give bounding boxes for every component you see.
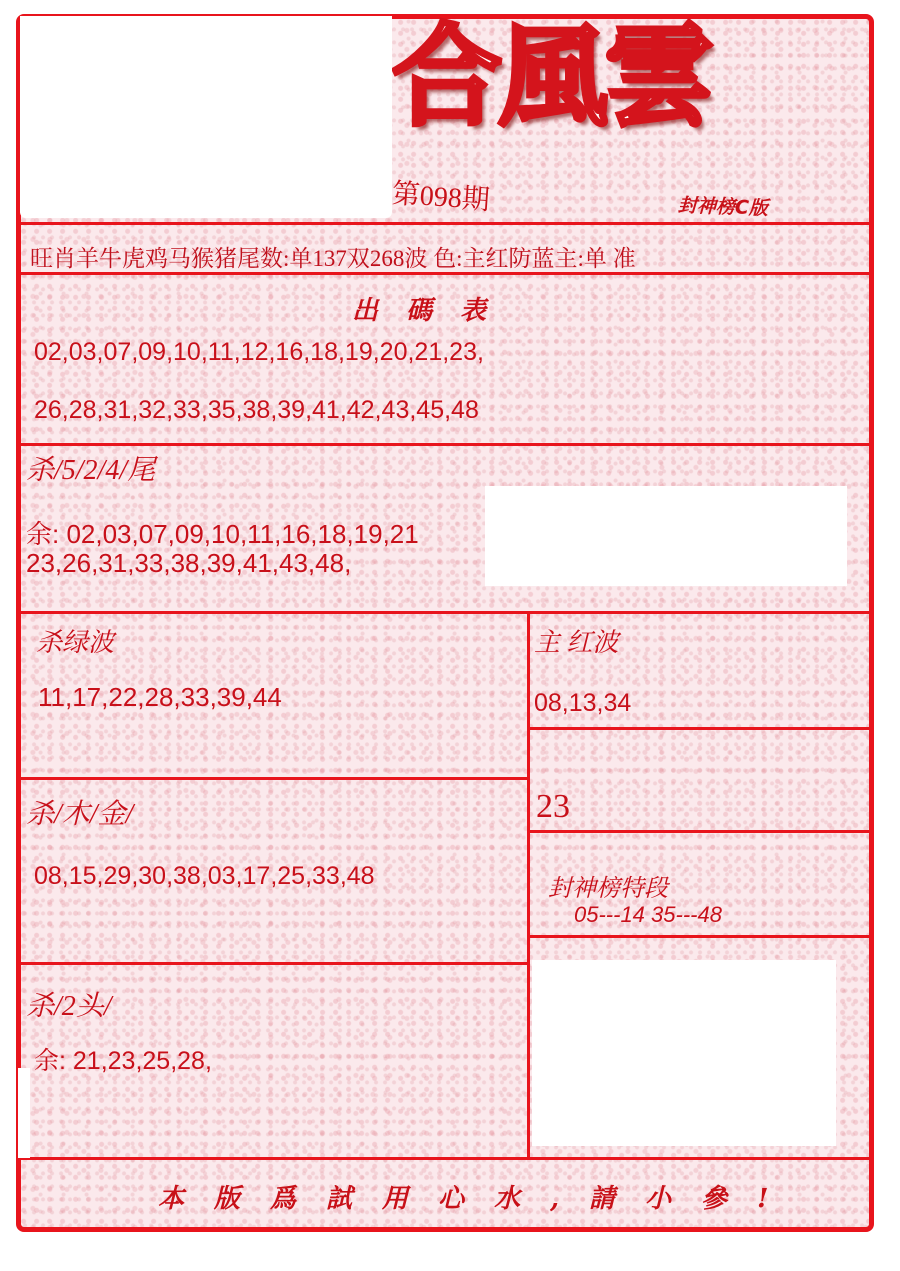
kill-element-label: 杀/木/金/ [26,799,134,830]
code-table-heading: 出碼表 [352,296,515,326]
fengshen-values: 05---14 35---48 [574,902,722,927]
kill-green-label: 杀绿波 [36,628,115,657]
code-row: 02,03,07,09,10,11,12,16,18,19,20,21,23, [34,338,484,366]
divider [20,777,530,780]
info-line: 旺肖羊牛虎鸡马猴猪尾数:单137双268波 色:主红防蓝主:单 准 [30,246,636,271]
kill-element-values: 08,15,29,30,38,03,17,25,33,48 [34,862,375,890]
issue-number: 第098期 [390,178,491,217]
fengshen-label: 封神榜特段 [548,876,668,902]
kill-tail-line: 23,26,31,33,38,39,41,43,48, [26,548,352,578]
main-red-label: 主 红波 [534,628,619,657]
divider [528,727,870,730]
blank-logo-area [20,16,392,218]
left-edge-patch [18,1068,30,1158]
divider [20,962,530,965]
divider [20,443,870,446]
main-red-values: 08,13,34 [534,689,632,717]
page-title: 合風雲 [392,12,710,141]
blank-ad-area [532,960,836,1146]
code-row: 26,28,31,32,33,35,38,39,41,42,43,45,48 [34,396,479,424]
divider [20,611,870,614]
kill-tail-line: 余: 02,03,07,09,10,11,16,18,19,21 [26,519,419,549]
kill-green-values: 11,17,22,28,33,39,44 [38,682,282,712]
special-number: 23 [536,788,570,825]
blank-ad-area [485,486,847,586]
divider [20,222,870,225]
kill-head-label: 杀/2头/ [26,991,112,1022]
footer-note: 本版爲試用心水,請小參! [158,1184,799,1214]
edition-label: 封神榜C版 [677,194,769,220]
divider [528,830,870,833]
kill-head-values: 余: 21,23,25,28, [34,1047,212,1075]
column-divider [527,613,530,1159]
divider [528,935,870,938]
kill-tail-label: 杀/5/2/4/尾 [26,455,156,486]
divider [20,1157,870,1160]
